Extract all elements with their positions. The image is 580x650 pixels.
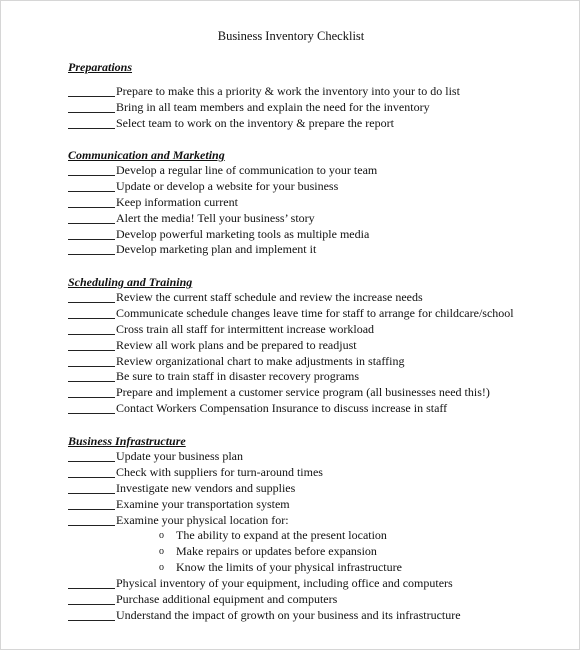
- checkbox-blank-line[interactable]: [68, 338, 115, 351]
- sub-list-item: o Know the limits of your physical infrastructure: [159, 560, 402, 575]
- checklist-item: Update or develop a website for your business: [68, 179, 568, 195]
- checkbox-blank-line[interactable]: [68, 242, 115, 255]
- checkbox-blank-line[interactable]: [68, 465, 115, 478]
- checkbox-blank-line[interactable]: [68, 449, 115, 462]
- sub-list-item: o The ability to expand at the present location: [159, 528, 387, 543]
- checklist-item: Update your business plan: [68, 449, 568, 465]
- checkbox-blank-line[interactable]: [68, 163, 115, 176]
- checklist-item: Be sure to train staff in disaster recovery programs: [68, 369, 568, 385]
- checklist-item: Investigate new vendors and supplies: [68, 481, 568, 497]
- checklist-item: Bring in all team members and explain the need for the inventory: [68, 100, 568, 116]
- checkbox-blank-line[interactable]: [68, 116, 115, 129]
- checklist-item: Purchase additional equipment and computers: [68, 592, 568, 608]
- checklist-item: Prepare and implement a customer service program (all businesses need this!): [68, 385, 568, 401]
- section-preparations: [68, 59, 568, 132]
- checkbox-blank-line[interactable]: [68, 592, 115, 605]
- checklist-item: Understand the impact of growth on your business and its infrastructure: [68, 608, 568, 624]
- checklist-item: Prepare to make this a priority & work the inventory into your to do list: [68, 84, 568, 100]
- checklist-item: Develop powerful marketing tools as multiple media: [68, 227, 568, 243]
- section-heading: Preparations: [68, 60, 133, 74]
- checkbox-blank-line[interactable]: [68, 195, 115, 208]
- checklist-item: Physical inventory of your equipment, including office and computers: [68, 576, 568, 592]
- checklist-item: Examine your transportation system: [68, 497, 568, 513]
- checklist-item: Develop a regular line of communication to your team: [68, 163, 568, 179]
- checklist-item: Keep information current: [68, 195, 568, 211]
- checkbox-blank-line[interactable]: [68, 608, 115, 621]
- checkbox-blank-line[interactable]: [68, 227, 115, 240]
- checklist-item: Contact Workers Compensation Insurance to discuss increase in staff: [68, 401, 568, 417]
- checkbox-blank-line[interactable]: [68, 385, 115, 398]
- hollow-bullet-icon: o: [159, 562, 164, 574]
- checkbox-blank-line[interactable]: [68, 401, 115, 414]
- checklist-item: Develop marketing plan and implement it: [68, 242, 568, 258]
- checkbox-blank-line[interactable]: [68, 576, 115, 589]
- section-heading: Business Infrastructure: [68, 434, 186, 448]
- checklist-item: Review the current staff schedule and review the increase needs: [68, 290, 568, 306]
- checklist-item: Cross train all staff for intermittent increase workload: [68, 322, 568, 338]
- checkbox-blank-line[interactable]: [68, 322, 115, 335]
- checklist-item: Review all work plans and be prepared to readjust: [68, 338, 568, 354]
- checklist-item: Review organizational chart to make adjustments in staffing: [68, 354, 568, 370]
- hollow-bullet-icon: o: [159, 546, 164, 558]
- sub-list-item: o Make repairs or updates before expansion: [159, 544, 377, 559]
- checklist-item: Examine your physical location for:: [68, 513, 568, 529]
- checkbox-blank-line[interactable]: [68, 306, 115, 319]
- checkbox-blank-line[interactable]: [68, 513, 115, 526]
- checkbox-blank-line[interactable]: [68, 84, 115, 97]
- hollow-bullet-icon: o: [159, 530, 164, 542]
- checklist-item: Alert the media! Tell your business’ story: [68, 211, 568, 227]
- document-title: Business Inventory Checklist: [217, 29, 365, 43]
- section-heading: Scheduling and Training: [68, 275, 193, 289]
- checkbox-blank-line[interactable]: [68, 290, 115, 303]
- checkbox-blank-line[interactable]: [68, 354, 115, 367]
- checkbox-blank-line[interactable]: [68, 179, 115, 192]
- checklist-item: Select team to work on the inventory & prepare the report: [68, 116, 568, 132]
- section-business-infrastructure: [68, 433, 568, 624]
- checklist-item: Communicate schedule changes leave time for staff to arrange for childcare/school: [68, 306, 568, 322]
- checkbox-blank-line[interactable]: [68, 481, 115, 494]
- checklist-item: Check with suppliers for turn-around times: [68, 465, 568, 481]
- section-communication-marketing: [68, 147, 568, 258]
- checkbox-blank-line[interactable]: [68, 497, 115, 510]
- section-scheduling-training: [68, 274, 568, 417]
- checkbox-blank-line[interactable]: [68, 369, 115, 382]
- section-heading: Communication and Marketing: [68, 148, 225, 162]
- checkbox-blank-line[interactable]: [68, 100, 115, 113]
- checkbox-blank-line[interactable]: [68, 211, 115, 224]
